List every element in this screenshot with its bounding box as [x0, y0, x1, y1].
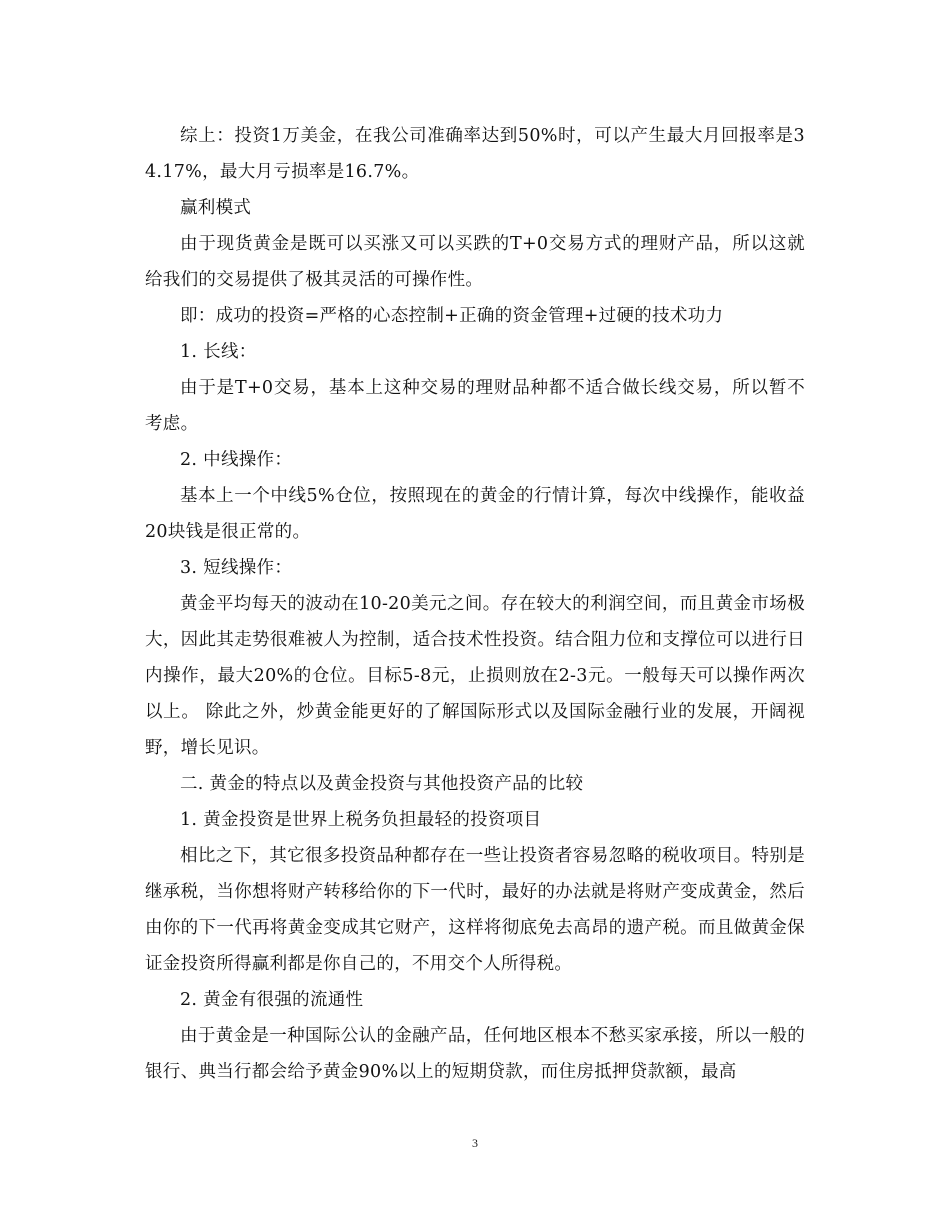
- paragraph-liquidity: 由于黄金是一种国际公认的金融产品，任何地区根本不愁买家承接，所以一般的银行、典当行都会给予黄金90%以上的短期贷款，而住房抵押贷款额，最高: [145, 1026, 805, 1082]
- heading-section-two: 二. 黄金的特点以及黄金投资与其他投资产品的比较: [180, 774, 584, 794]
- paragraph-long-term: 由于是T+0交易，基本上这种交易的理财品种都不适合做长线交易，所以暂不考虑。: [145, 378, 805, 434]
- heading-long-term: 1. 长线：: [180, 342, 257, 362]
- heading-tax-burden: 1. 黄金投资是世界上税务负担最轻的投资项目: [180, 810, 542, 830]
- paragraph-success-formula: 即：成功的投资=严格的心态控制+正确的资金管理+过硬的技术功力: [180, 306, 724, 326]
- heading-profit-model: 赢利模式: [180, 198, 252, 218]
- document-body: [145, 118, 805, 1090]
- heading-liquidity: 2. 黄金有很强的流通性: [180, 990, 364, 1010]
- heading-short-term: 3. 短线操作：: [180, 558, 293, 578]
- page-number: 3: [472, 1136, 478, 1150]
- paragraph-tax-burden: 相比之下，其它很多投资品种都存在一些让投资者容易忽略的税收项目。特别是继承税，当你想将财产转移给你的下一代时，最好的办法就是将财产变成黄金，然后由你的下一代再将黄金变成其它财产，这样将彻底免去高昂的遗产税。而且做黄金保证金投资所得赢利都是你自己的，不用交个人所得税。: [145, 846, 805, 974]
- heading-mid-term: 2. 中线操作：: [180, 450, 293, 470]
- paragraph-spot-gold: 由于现货黄金是既可以买涨又可以买跌的T+0交易方式的理财产品，所以这就给我们的交易提供了极其灵活的可操作性。: [145, 234, 805, 290]
- paragraph-short-term: 黄金平均每天的波动在10-20美元之间。存在较大的利润空间，而且黄金市场极大，因此其走势很难被人为控制，适合技术性投资。结合阻力位和支撑位可以进行日内操作，最大20%的仓位。目标5-8元，止损则放在2-3元。一般每天可以操作两次以上。 除此之外，炒黄金能更好的了解国际形式以及国际金融行业的发展，开阔视野，增长见识。: [145, 594, 805, 758]
- paragraph-summary: 综上：投资1万美金，在我公司准确率达到50%时，可以产生最大月回报率是34.17%，最大月亏损率是16.7%。: [145, 126, 805, 182]
- paragraph-mid-term: 基本上一个中线5%仓位，按照现在的黄金的行情计算，每次中线操作，能收益20块钱是很正常的。: [145, 486, 805, 542]
